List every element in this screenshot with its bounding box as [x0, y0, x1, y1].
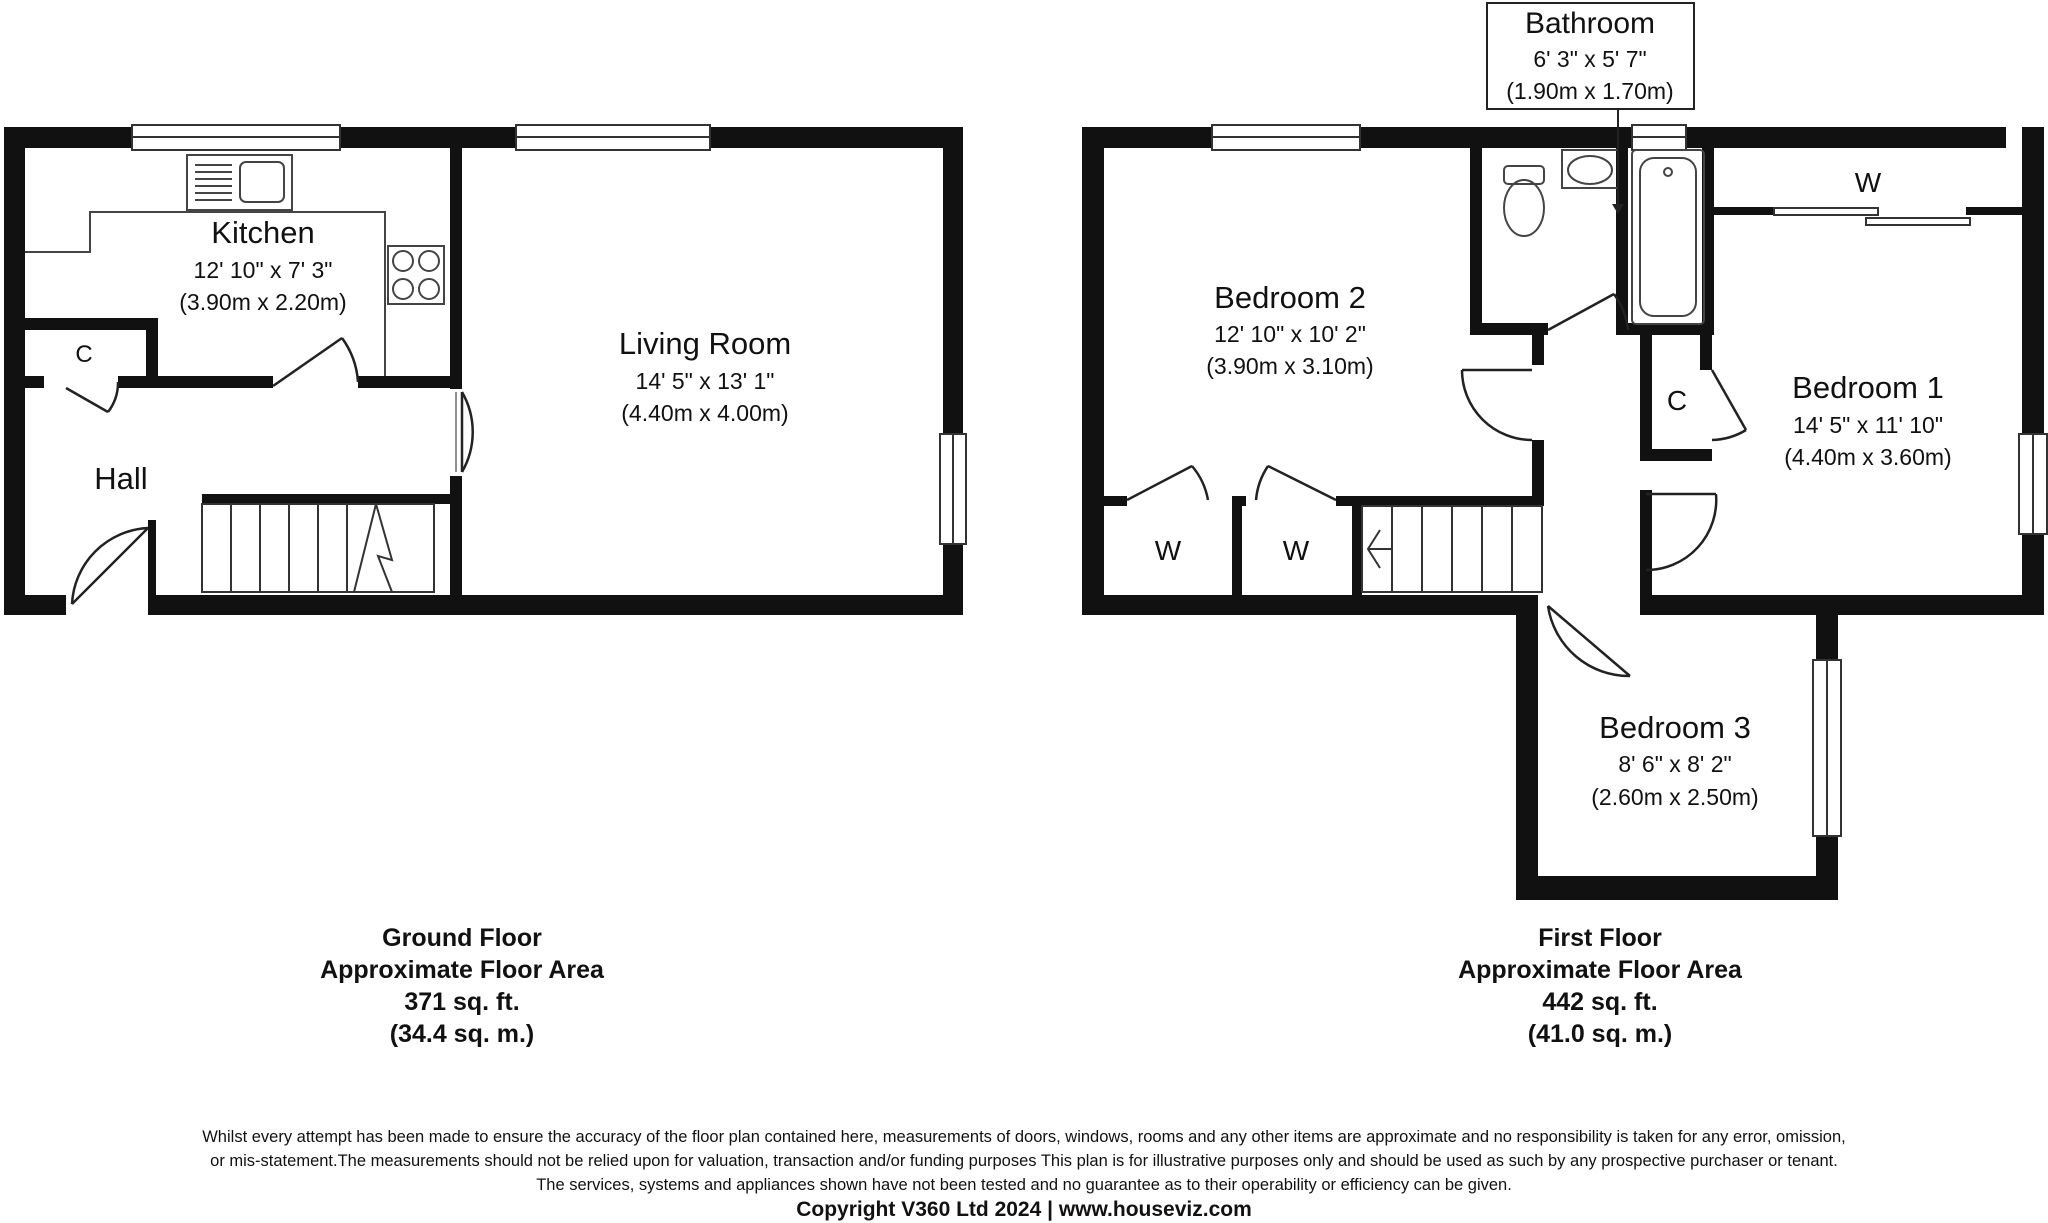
first-floor-area-label: Approximate Floor Area: [1458, 956, 1742, 984]
cupboard-door-leaf: [66, 388, 108, 412]
wardrobe-right-door-leaf: [1268, 466, 1336, 500]
ground-floor-title: Ground Floor: [382, 924, 542, 952]
living-room-name: Living Room: [618, 326, 792, 361]
bedroom2-dimensions-metric: (3.90m x 3.10m): [1206, 353, 1374, 379]
wardrobe-right-label: W: [1282, 535, 1310, 566]
kitchen-dimensions-imperial: 12' 10" x 7' 3": [193, 257, 333, 283]
first-floor-title: First Floor: [1538, 924, 1662, 952]
bedroom2-name: Bedroom 2: [1214, 280, 1366, 315]
first-floor-doors: [1127, 294, 1746, 676]
first-floor-walls: [1082, 127, 2044, 900]
ground-floor-walls: [4, 127, 963, 615]
kitchen-name: Kitchen: [211, 215, 315, 250]
copyright: Copyright V360 Ltd 2024 | www.houseviz.com: [796, 1198, 1252, 1221]
disclaimer-line-2: or mis-statement.The measurements should not be relied upon for valuation, transaction and/or funding purposes This plan is for illustrative purposes only and should be used as such by any prospective purchaser or tenant.: [210, 1152, 1838, 1170]
first-floor-area-sqft: 442 sq. ft.: [1542, 988, 1658, 1016]
footer: [202, 1128, 1846, 1221]
first-floor-area-sqm: (41.0 sq. m.): [1527, 1020, 1673, 1048]
cupboard-door-leaf: [1712, 370, 1746, 430]
ground-floor-stairs: [202, 504, 434, 592]
living-room-dimensions-metric: (4.40m x 4.00m): [621, 400, 789, 426]
first-cupboard-label: C: [1666, 385, 1688, 416]
ground-cupboard-label: C: [75, 341, 93, 368]
bathroom-fittings: [1504, 150, 1704, 324]
wardrobe-left-label: W: [1154, 535, 1182, 566]
bedroom2-dimensions-imperial: 12' 10" x 10' 2": [1214, 321, 1366, 347]
bathroom-dimensions-imperial: 6' 3" x 5' 7": [1533, 46, 1647, 72]
wardrobe-left-door-leaf: [1127, 466, 1192, 500]
bathroom-dimensions-metric: (1.90m x 1.70m): [1506, 78, 1674, 104]
living-room-dimensions-imperial: 14' 5" x 13' 1": [635, 368, 775, 394]
disclaimer-line-1: Whilst every attempt has been made to ensure the accuracy of the floor plan contained here, measurements of doors, windows, rooms and any other items are approximate and no responsibility is taken for any error, omission,: [202, 1128, 1846, 1146]
bedroom1-name: Bedroom 1: [1792, 370, 1944, 405]
bedroom1-wardrobe-label: W: [1854, 167, 1882, 198]
disclaimer-line-3: The services, systems and appliances shown have not been tested and no guarantee as to their operability or efficiency can be given.: [536, 1176, 1512, 1194]
bathroom-door-leaf: [1548, 294, 1614, 330]
bathroom-name: Bathroom: [1524, 7, 1656, 40]
ground-floor-area-label: Approximate Floor Area: [320, 956, 604, 984]
bedroom1-dimensions-imperial: 14' 5" x 11' 10": [1792, 412, 1944, 438]
toilet-bowl-icon: [1504, 180, 1544, 236]
hall-name: Hall: [94, 461, 148, 496]
bedroom3-dimensions-metric: (2.60m x 2.50m): [1591, 784, 1759, 810]
bedroom3-name: Bedroom 3: [1599, 710, 1751, 745]
ground-floor-area-sqm: (34.4 sq. m.): [389, 1020, 535, 1048]
kitchen-dimensions-metric: (3.90m x 2.20m): [179, 289, 347, 315]
ground-floor-windows: [132, 125, 966, 544]
bedroom3-dimensions-imperial: 8' 6" x 8' 2": [1618, 751, 1732, 777]
ground-floor-area-sqft: 371 sq. ft.: [404, 988, 520, 1016]
toilet-cistern-icon: [1504, 166, 1544, 184]
ground-floor-plan: [4, 125, 966, 1048]
first-floor-plan: [1082, 3, 2047, 1048]
bedroom1-wardrobe-doors: [1774, 208, 1970, 225]
bedroom1-dimensions-metric: (4.40m x 3.60m): [1784, 444, 1952, 470]
kitchen-door-leaf: [273, 338, 342, 386]
first-floor-stairs: [1362, 506, 1542, 592]
